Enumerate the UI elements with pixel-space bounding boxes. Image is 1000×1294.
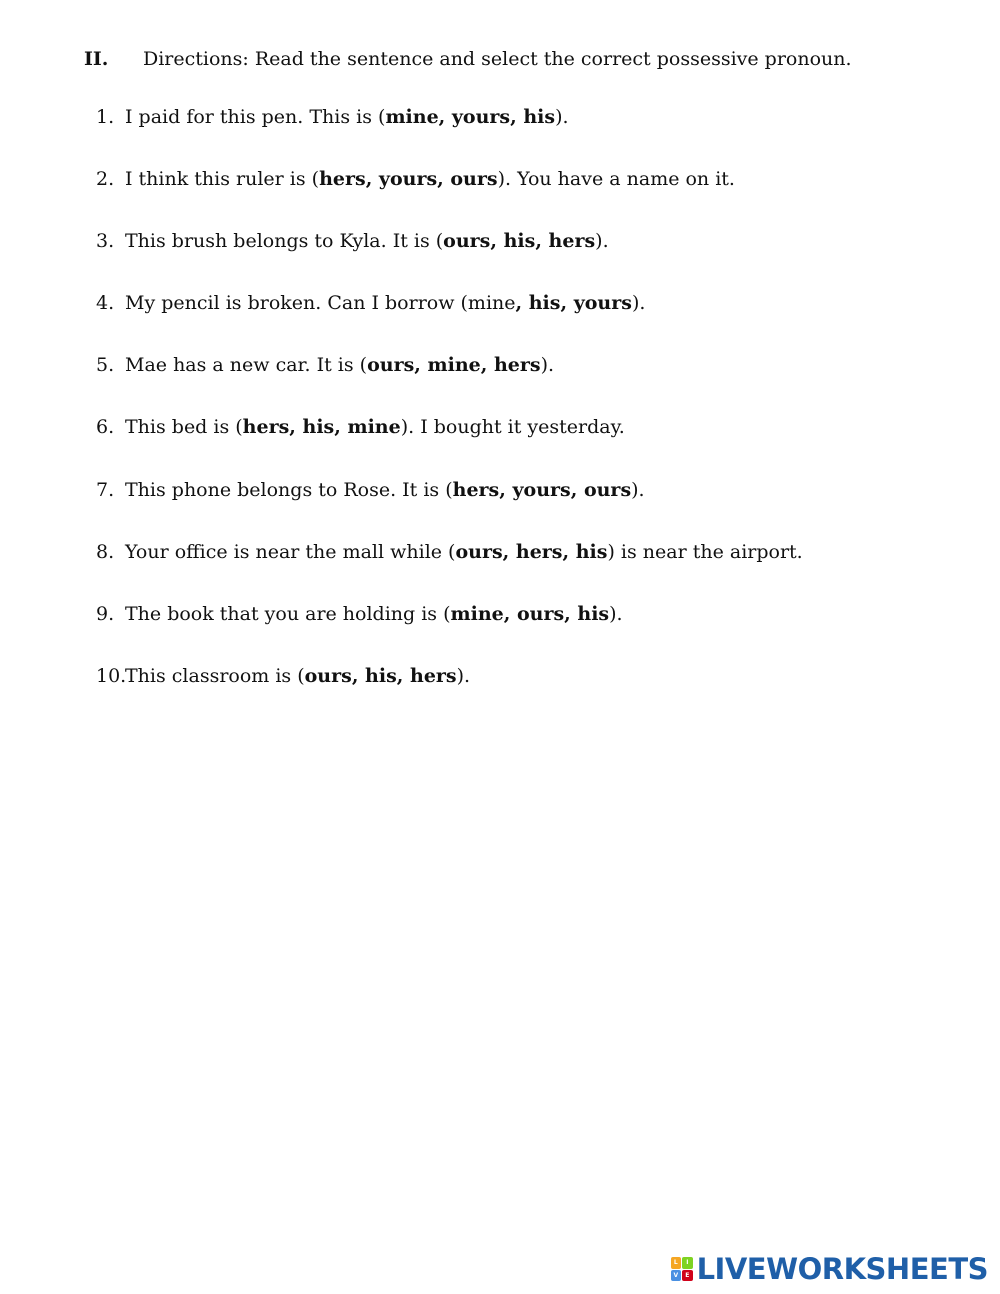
question-item	[96, 414, 625, 440]
question-item	[96, 601, 623, 627]
answer-options[interactable]: mine, ours, his	[450, 603, 610, 625]
section-header	[84, 46, 852, 72]
question-text-after: ). I bought it yesterday.	[400, 416, 625, 438]
question-item	[96, 166, 735, 192]
logo-text: LIVEWORKSHEETS	[696, 1252, 988, 1286]
question-item	[96, 290, 645, 316]
question-number: 6.	[96, 416, 115, 438]
question-number: 2.	[96, 168, 115, 190]
answer-options[interactable]: ours, his, hers	[304, 665, 457, 687]
question-number: 3.	[96, 230, 115, 252]
question-item	[96, 352, 554, 378]
question-text-after: ).	[540, 354, 555, 376]
question-text-before: I paid for this pen. This is (	[125, 106, 386, 128]
question-text-after: ).	[631, 292, 646, 314]
question-text-before: This brush belongs to Kyla. It is (	[125, 230, 444, 252]
question-text-after: ). You have a name on it.	[497, 168, 735, 190]
logo-mark-letter: I	[682, 1257, 693, 1269]
question-number: 9.	[96, 603, 115, 625]
question-item	[96, 104, 569, 130]
question-text-before: Mae has a new car. It is (	[125, 354, 368, 376]
question-text-before: This bed is (	[125, 416, 243, 438]
logo-mark-letter: V	[671, 1270, 682, 1282]
question-text-before: My pencil is broken. Can I borrow (mine	[125, 292, 516, 314]
question-text-before: Your office is near the mall while (	[125, 541, 456, 563]
question-text-after: ).	[595, 230, 609, 252]
answer-options[interactable]: ours, his, hers	[443, 230, 596, 252]
logo-mark-letter: E	[682, 1270, 693, 1282]
question-text-after: ).	[555, 106, 569, 128]
question-text-before: I think this ruler is (	[125, 168, 320, 190]
question-text-after: ).	[456, 665, 471, 687]
question-text-after: ) is near the airport.	[607, 541, 803, 563]
question-number: 1.	[96, 106, 115, 128]
question-item	[96, 663, 470, 689]
question-number: 10.	[96, 665, 127, 687]
section-numeral: II.	[84, 48, 109, 70]
question-item	[96, 539, 803, 565]
question-number: 8.	[96, 541, 115, 563]
question-text-after: ).	[609, 603, 623, 625]
answer-options[interactable]: mine, yours, his	[385, 106, 556, 128]
question-number: 5.	[96, 354, 115, 376]
logo-mark-letter: L	[671, 1257, 682, 1269]
question-text-before: The book that you are holding is (	[125, 603, 451, 625]
answer-options[interactable]: , his, yours	[515, 292, 632, 314]
question-text-after: ).	[631, 479, 645, 501]
logo-mark-icon	[671, 1257, 693, 1281]
question-item	[96, 228, 609, 254]
answer-options[interactable]: hers, yours, ours	[319, 168, 498, 190]
question-number: 4.	[96, 292, 115, 314]
answer-options[interactable]: hers, yours, ours	[452, 479, 632, 501]
liveworksheets-logo[interactable]	[671, 1252, 988, 1286]
answer-options[interactable]: ours, hers, his	[455, 541, 608, 563]
question-text-before: This classroom is (	[125, 665, 305, 687]
answer-options[interactable]: ours, mine, hers	[367, 354, 541, 376]
question-number: 7.	[96, 479, 115, 501]
question-item	[96, 477, 645, 503]
question-text-before: This phone belongs to Rose. It is (	[125, 479, 453, 501]
answer-options[interactable]: hers, his, mine	[242, 416, 401, 438]
directions-text: Directions: Read the sentence and select the correct possessive pronoun.	[143, 48, 852, 70]
